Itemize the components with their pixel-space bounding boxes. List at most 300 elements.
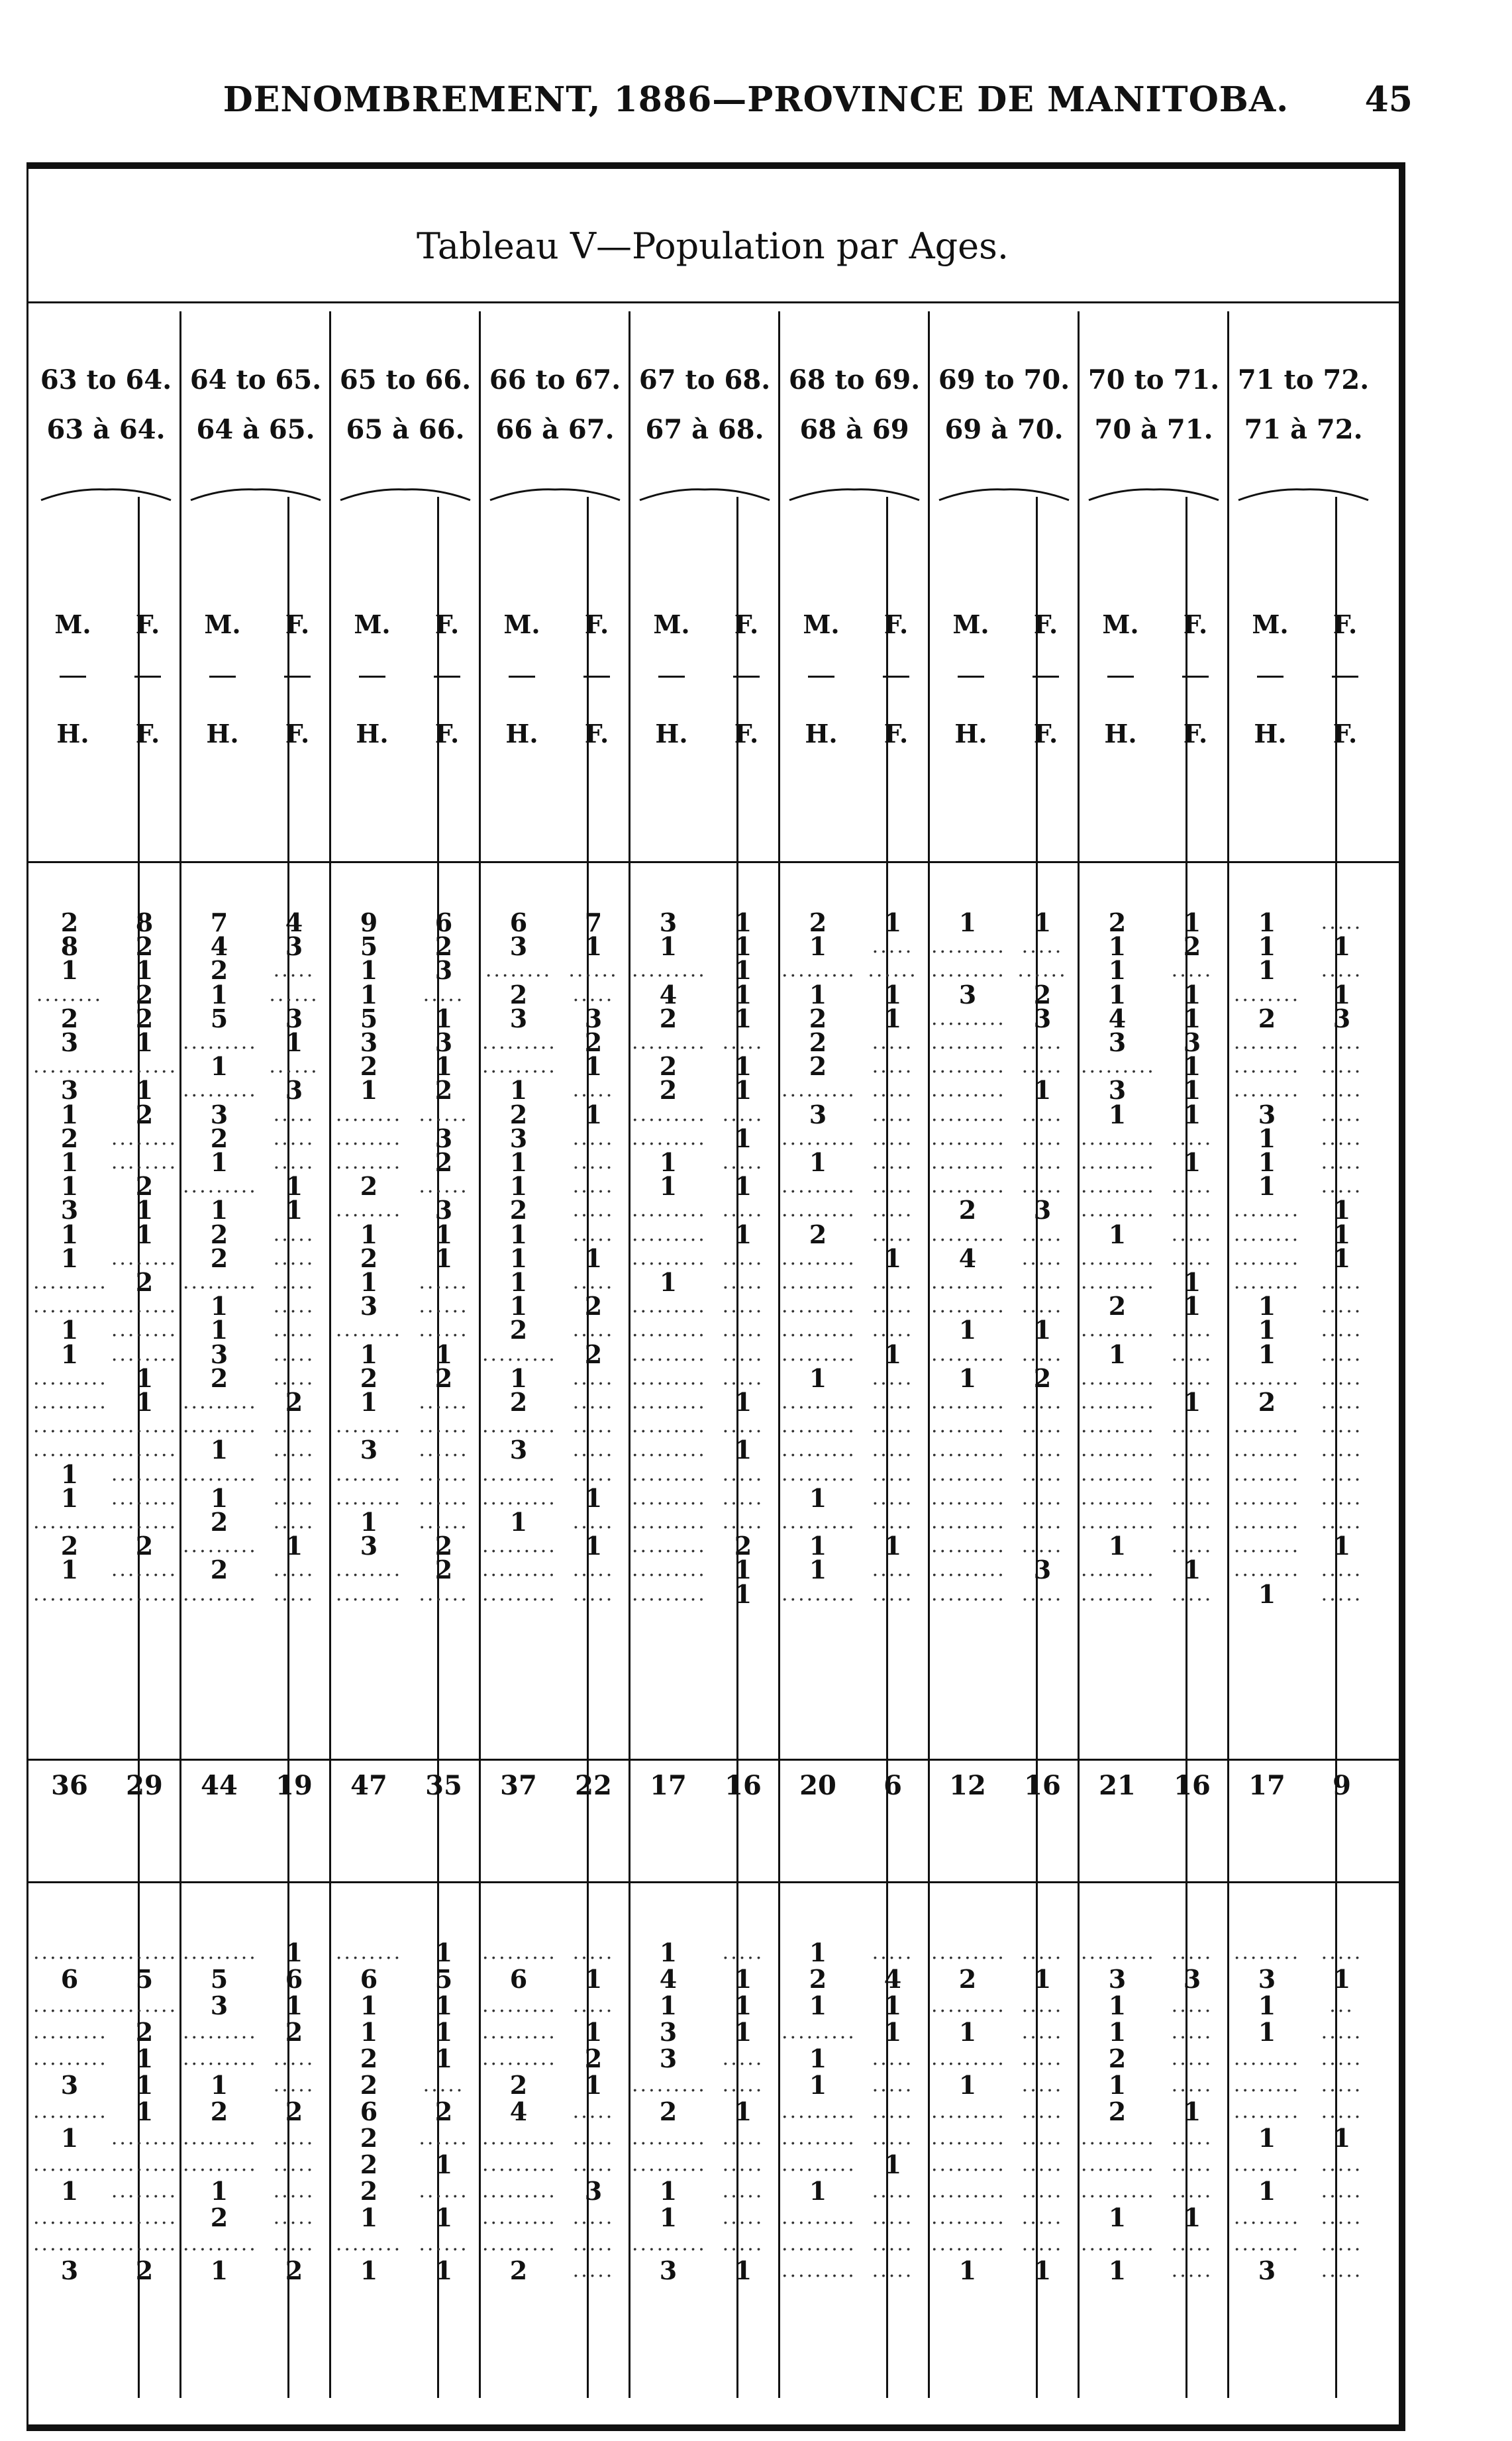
data-cell: ...... [419,2232,469,2256]
data-cell: ...... [269,982,319,1006]
total-cell: 12 [949,1770,986,1801]
data-cell: 3 [584,2176,603,2206]
data-cell: ...... [1017,959,1068,982]
total-cell: 21 [1099,1770,1136,1801]
data-cell: ..... [1321,1366,1363,1390]
data-cell: ..... [1021,2206,1064,2229]
data-cell: ..... [1321,1390,1363,1414]
data-cell: 1 [360,1387,378,1417]
data-cell: 1 [734,1991,752,2020]
sex-label-fr: F. [1183,719,1208,749]
header-dash [733,676,760,678]
data-cell: ..... [1021,1462,1064,1486]
data-cell: ..... [1171,2020,1213,2044]
data-cell: ......... [1081,1558,1156,1582]
data-cell: ..... [722,1486,764,1510]
data-cell: 3 [210,1339,228,1369]
data-cell: ..... [1021,1390,1064,1414]
data-cell: ......... [482,2126,557,2150]
data-cell: ........ [1233,1031,1301,1054]
data-cell: ..... [1021,935,1064,959]
data-cell: ..... [1171,1318,1213,1342]
data-cell: ..... [1021,1941,1064,1964]
data-cell: ..... [722,1414,764,1438]
data-cell: ..... [722,1271,764,1294]
data-cell: ..... [1321,2232,1363,2256]
data-cell: ......... [931,1941,1006,1964]
data-cell: ..... [872,1510,914,1533]
data-cell: ..... [273,959,315,982]
data-cell: ..... [1171,1414,1213,1438]
data-cell: ......... [931,959,1006,982]
data-cell: ...... [419,1510,469,1533]
data-cell: ..... [872,2179,914,2203]
data-cell: ...... [419,1438,469,1462]
data-cell: 1 [584,931,603,962]
data-cell: 2 [60,1003,79,1033]
data-cell: 1 [809,1555,827,1585]
data-cell: ......... [931,935,1006,959]
data-cell: 9 [360,908,378,937]
data-cell: ..... [273,1246,315,1270]
data-cell: 1 [883,2017,902,2047]
data-cell: 1 [360,1075,378,1106]
data-cell: ..... [1021,1582,1064,1606]
data-cell: 1 [659,1171,678,1202]
data-cell: 1 [734,1435,752,1465]
data-cell: ......... [781,2020,856,2044]
age-bracket [938,487,1070,503]
data-cell: 1 [1183,1387,1201,1417]
data-cell: 1 [1258,2123,1276,2153]
data-cell: ..... [1021,1126,1064,1150]
data-cell: ......... [781,1318,856,1342]
data-cell: ..... [572,1462,615,1486]
age-group-fr: 63 à 64. [46,414,166,445]
data-cell: 1 [360,2256,378,2285]
data-cell: ......... [183,2126,258,2150]
data-cell: 2 [434,1363,453,1393]
data-cell: 2 [60,908,79,937]
sex-label-en: F. [883,609,909,639]
data-cell: 1 [809,1531,827,1561]
data-cell: ......... [781,1078,856,1102]
data-cell: ..... [423,982,465,1006]
data-cell: ..... [722,2047,764,2070]
data-cell: ........ [111,2232,178,2256]
data-cell: ......... [33,1438,108,1462]
data-cell: 2 [210,2203,228,2232]
data-cell: 1 [809,2176,827,2206]
data-cell: ..... [1021,1031,1064,1054]
data-cell: 1 [1183,908,1201,937]
data-cell: 3 [60,1195,79,1225]
data-cell: ........ [335,1582,403,1606]
data-cell: ..... [572,2259,615,2282]
data-cell: 1 [734,1964,752,1994]
data-cell: 1 [135,2070,154,2100]
data-cell: 1 [135,1363,154,1393]
data-cell: ..... [1321,2020,1363,2044]
data-cell: 2 [210,1555,228,1585]
title-rule [26,301,1399,303]
data-cell: 1 [1183,1075,1201,1106]
data-cell: 1 [1108,2017,1127,2047]
data-cell: ..... [273,1294,315,1318]
data-cell: 1 [1108,2256,1127,2285]
data-cell: ......... [632,1342,707,1366]
data-cell: ..... [273,1486,315,1510]
total-cell: 17 [650,1770,687,1801]
age-bracket [1087,487,1220,503]
data-cell: 1 [60,1099,79,1129]
data-cell: 1 [135,1219,154,1249]
data-cell: ......... [781,1271,856,1294]
data-cell: ..... [872,1558,914,1582]
age-group-en: 69 to 70. [938,364,1070,395]
data-cell: 1 [1108,1219,1127,1249]
data-cell: ..... [1321,1126,1363,1150]
data-cell: ......... [781,2259,856,2282]
data-cell: ..... [872,1031,914,1054]
data-cell: 2 [809,1964,827,1994]
data-cell: 1 [285,1171,303,1202]
data-cell: ......... [482,1534,557,1558]
data-cell: ..... [572,1271,615,1294]
data-cell: ........ [111,1994,178,2017]
data-cell: ..... [1021,1414,1064,1438]
data-cell: 2 [1033,1363,1052,1393]
data-cell: ..... [1321,1558,1363,1582]
data-cell: 2 [285,2097,303,2126]
data-cell: 1 [809,1363,827,1393]
sex-label-fr: F. [285,719,310,749]
data-cell: ..... [872,1941,914,1964]
data-cell: ........ [111,1510,178,1533]
data-cell: 1 [60,1243,79,1273]
data-cell: 2 [135,979,154,1010]
data-cell: 5 [434,1964,453,1994]
data-cell: ...... [568,959,619,982]
data-cell: ......... [781,1582,856,1606]
data-cell: 5 [360,1003,378,1033]
data-cell: ........ [1233,1438,1301,1462]
data-cell: ..... [1021,2100,1064,2123]
data-cell: ......... [33,2020,108,2044]
data-cell: 1 [434,2044,453,2073]
data-cell: 3 [285,931,303,962]
data-cell: ......... [1081,2153,1156,2176]
header-dash [60,676,86,678]
data-cell: 1 [1183,1099,1201,1129]
data-cell: 2 [135,1171,154,1202]
data-cell: 3 [210,1099,228,1129]
data-cell: 1 [60,955,79,986]
data-cell: ......... [931,2232,1006,2256]
data-cell: 3 [1033,1555,1052,1585]
data-cell: 1 [135,1195,154,1225]
data-cell: ..... [1171,2153,1213,2176]
data-cell: ..... [872,1462,914,1486]
data-cell: ......... [183,1534,258,1558]
data-cell: ..... [572,1198,615,1222]
data-cell: ........ [335,1102,403,1126]
data-cell: 1 [809,1991,827,2020]
data-cell: ......... [931,1055,1006,1078]
sex-label-fr: H. [805,719,838,749]
data-cell: 3 [509,1123,528,1153]
data-cell: ......... [1081,2179,1156,2203]
data-cell: 1 [1333,931,1351,962]
page-number: 45 [1364,79,1413,120]
data-cell: 1 [434,1339,453,1369]
data-cell: 2 [1183,931,1201,962]
data-cell: 1 [809,979,827,1010]
data-cell: 3 [360,1291,378,1322]
data-cell: ..... [273,1126,315,1150]
sex-label-en: F. [1333,609,1358,639]
table-title: Tableau V—Population par Ages. [417,225,1009,267]
data-cell: ........ [111,2153,178,2176]
data-cell: 2 [659,1003,678,1033]
data-cell: 1 [1258,955,1276,986]
data-cell: ......... [1081,1486,1156,1510]
data-cell: 1 [135,955,154,986]
data-cell: ......... [632,1246,707,1270]
data-cell: ......... [931,1582,1006,1606]
data-cell: ..... [1321,1102,1363,1126]
data-cell: 1 [509,1243,528,1273]
data-cell: ......... [33,2206,108,2229]
data-cell: ......... [632,1294,707,1318]
data-cell: ..... [1171,1994,1213,2017]
sex-label-en: M. [803,609,840,639]
data-cell: ......... [931,1222,1006,1246]
data-cell: 1 [659,931,678,962]
data-cell: ..... [1021,1055,1064,1078]
data-cell: ......... [931,1510,1006,1533]
data-cell: 2 [135,2256,154,2285]
data-cell: 3 [434,955,453,986]
data-cell: ......... [781,1246,856,1270]
data-cell: ..... [572,2126,615,2150]
total-cell: 17 [1248,1770,1285,1801]
data-cell: 6 [509,1964,528,1994]
sex-label-fr: H. [1104,719,1137,749]
data-cell: ...... [419,1486,469,1510]
data-cell: 1 [1258,1171,1276,1202]
data-cell: 3 [809,1099,827,1129]
data-cell: ..... [1321,1438,1363,1462]
data-cell: 1 [958,2017,977,2047]
data-cell: 8 [135,908,154,937]
data-cell: 1 [734,1387,752,1417]
data-cell: 3 [1108,1964,1127,1994]
data-cell: 2 [958,1964,977,1994]
total-cell: 19 [276,1770,313,1801]
data-cell: 3 [584,1003,603,1033]
data-cell: ......... [482,1994,557,2017]
data-cell: ..... [1321,1318,1363,1342]
data-cell: ........ [1233,2100,1301,2123]
data-cell: ..... [1171,1174,1213,1198]
data-cell: ......... [33,1055,108,1078]
data-cell: ..... [1321,2047,1363,2070]
age-group-en: 67 to 68. [638,364,771,395]
data-cell: ..... [1021,1246,1064,1270]
data-cell: ..... [1171,2126,1213,2150]
data-cell: ........ [1233,1534,1301,1558]
age-bracket [189,487,322,503]
data-cell: ..... [1171,1462,1213,1486]
data-cell: ......... [931,1294,1006,1318]
data-cell: ........ [111,2206,178,2229]
data-cell: ..... [872,1055,914,1078]
data-cell: ..... [1021,2126,1064,2150]
age-group-en: 64 to 65. [189,364,322,395]
data-cell: ..... [1321,1294,1363,1318]
data-cell: 1 [210,979,228,1010]
header-dash [209,676,236,678]
data-cell: 1 [958,1315,977,1345]
data-cell: 1 [60,1171,79,1202]
data-cell: ..... [273,2047,315,2070]
data-cell: ......... [781,1414,856,1438]
data-cell: 4 [210,931,228,962]
header-dash [808,676,834,678]
data-cell: ..... [273,1438,315,1462]
data-cell: 1 [1258,931,1276,962]
data-cell: 1 [434,1051,453,1082]
data-cell: 2 [509,1387,528,1417]
data-cell: 1 [434,1219,453,1249]
data-cell: 1 [210,1195,228,1225]
data-cell: 1 [734,2256,752,2285]
data-cell: ..... [1021,2232,1064,2256]
data-cell: ......... [632,1126,707,1150]
data-cell: 1 [135,1075,154,1106]
data-cell: 1 [60,1219,79,1249]
data-cell: ......... [632,1486,707,1510]
data-cell: ..... [1171,1582,1213,1606]
data-cell: ..... [1171,2047,1213,2070]
data-cell: ......... [183,2047,258,2070]
data-cell: ......... [931,1078,1006,1102]
data-cell: ... [1329,1994,1354,2017]
data-cell: 1 [584,1531,603,1561]
data-cell: ......... [33,2047,108,2070]
data-cell: ......... [183,1174,258,1198]
data-cell: ..... [1321,1342,1363,1366]
data-cell: ......... [931,1438,1006,1462]
data-cell: 1 [1258,1291,1276,1322]
data-cell: ........ [1233,1271,1301,1294]
data-cell: ......... [482,1414,557,1438]
data-cell: 3 [509,1003,528,1033]
age-group-fr: 68 à 69 [799,414,909,445]
data-cell: 2 [285,1387,303,1417]
data-cell: 2 [1033,979,1052,1010]
data-cell: 3 [1333,1003,1351,1033]
data-cell: 1 [210,1147,228,1177]
data-cell: 1 [135,1027,154,1057]
data-cell: ..... [872,1126,914,1150]
data-cell: 1 [734,1219,752,1249]
data-cell: 4 [285,908,303,937]
data-cell: ........ [111,1486,178,1510]
data-cell: 1 [434,1003,453,1033]
data-cell: ..... [572,1151,615,1174]
data-cell: 3 [434,1027,453,1057]
data-cell: 2 [509,1195,528,1225]
data-cell: 1 [509,1507,528,1537]
data-cell: ..... [1021,1486,1064,1510]
data-cell: 3 [360,1531,378,1561]
data-cell: ..... [273,1318,315,1342]
data-cell: 1 [509,1219,528,1249]
total-cell: 29 [126,1770,163,1801]
sex-label-en: M. [54,609,91,639]
sex-label-fr: H. [954,719,987,749]
age-group-en: 70 to 71. [1087,364,1220,395]
header-dash [1332,676,1358,678]
data-cell: 1 [210,2256,228,2285]
sex-label-fr: F. [734,719,759,749]
data-cell: ......... [632,1031,707,1054]
data-cell: ......... [781,2126,856,2150]
data-cell: 1 [285,1938,303,1967]
data-cell: ......... [781,1294,856,1318]
data-cell: 2 [1108,2044,1127,2073]
sex-label-en: F. [285,609,310,639]
data-cell: 3 [659,2017,678,2047]
data-cell: ..... [1321,1510,1363,1533]
data-cell: 2 [434,1075,453,1106]
data-cell: ..... [1021,1174,1064,1198]
data-cell: ..... [1171,2073,1213,2097]
data-cell: 1 [734,1051,752,1082]
data-cell: 2 [210,1219,228,1249]
data-cell: ......... [632,1366,707,1390]
data-cell: 1 [958,2070,977,2100]
data-cell: ......... [1081,2232,1156,2256]
data-cell: ........ [1233,2206,1301,2229]
data-cell: ..... [1021,2153,1064,2176]
data-cell: ......... [33,1390,108,1414]
data-cell: ......... [482,1342,557,1366]
data-cell: 1 [285,1027,303,1057]
age-group-fr: 64 à 65. [196,414,315,445]
data-cell: ...... [419,1102,469,1126]
data-cell: 3 [1183,1027,1201,1057]
data-cell: ......... [1081,1582,1156,1606]
data-cell: ......... [632,1390,707,1414]
data-cell: ...... [868,959,918,982]
data-cell: 3 [1183,1964,1201,1994]
age-group-en: 68 to 69. [788,364,921,395]
data-cell: ..... [1321,1174,1363,1198]
data-cell: ..... [572,1174,615,1198]
data-cell: ...... [419,1390,469,1414]
data-cell: ..... [273,1558,315,1582]
data-cell: ......... [632,1510,707,1533]
data-cell: 1 [285,1991,303,2020]
data-cell: ..... [872,1582,914,1606]
data-cell: ..... [872,2259,914,2282]
data-cell: ......... [931,2153,1006,2176]
data-cell: ..... [273,2232,315,2256]
data-cell: 4 [883,1964,902,1994]
